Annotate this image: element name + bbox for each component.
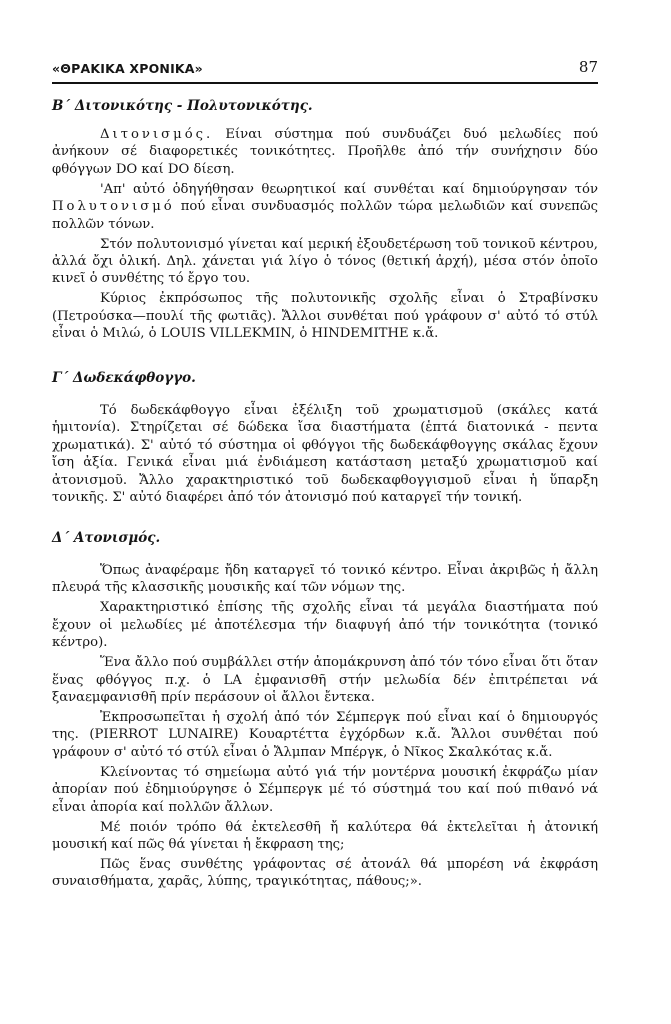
section-body-d — [52, 562, 598, 893]
running-header — [52, 58, 598, 84]
section-body-b — [52, 126, 598, 345]
term-ditonismos: Διτονισμός. — [100, 127, 214, 142]
section-heading-d: Δ΄ Ατονισμός. — [52, 530, 161, 546]
paragraph: Μέ ποιόν τρόπο θά ἐκτελεσθῆ ἤ καλύτερα θά ἐκτελεῖται ἡ ἀτονική μουσική καί πῶς θά γίνεται ἡ ἔκφραση της; — [52, 819, 598, 853]
paragraph: Πῶς ἕνας συνθέτης γράφοντας σέ ἀτονάλ θά μπορέση νά ἐκφράση συναισθήματα, χαρᾶς, λύπης, τραγικότητας, πάθους;». — [52, 857, 598, 890]
page-number: 87 — [578, 58, 598, 76]
paragraph: Τό δωδεκάφθογγο εἶναι ἐξέλιξη τοῦ χρωματισμοῦ (σκάλες κατά ἡμιτονία). Στηρίζεται σέ δώδεκα ἴσα διαστήματα (ἑπτά διατονικά - πεντα χρωματικά). Σ' αὐτό τό σύστημα οἱ φθόγγοι τῆς δωδεκάφθογγης σκάλας ἔχουν ἴση ἀξία. Γενικά εἶναι μιά ἐνδιάμεση κατάσταση μεταξύ χρωματισμοῦ καί ἀτονισμοῦ. Ἄλλο χαρακτηριστικό τοῦ δωδεκαφθογγισμοῦ εἶναι ἡ ὕπαρξη τονικῆς. Σ' αὐτό διαφέρει ἀπό τόν ἀτονισμό πού καταργεῖ τήν τονική. — [52, 403, 598, 506]
paragraph: 'Απ' αὐτό ὁδηγήθησαν θεωρητικοί καί συνθέται καί δημιούργησαν τόν Πολυτονισμό πού εἶναι συνδυασμός πολλῶν τώρα μελωδιῶν καί συνεπῶς πολλῶν τόνων. — [52, 181, 598, 232]
section-body-c — [52, 402, 598, 509]
paragraph: Κύριος ἐκπρόσωπος τῆς πολυτονικῆς σχολῆς εἶναι ὁ Στραβίνσκυ (Πετρούσκα—πουλί τῆς φωτιᾶς). Ἄλλοι συνθέται πού γράφουν σ' αὐτό τό στύλ εἶναι ὁ Μιλώ, ὁ LOUIS VILLEKMIN, ὁ HINDEMITHE κ.ἄ. — [52, 291, 598, 342]
paragraph: Ἕνα ἄλλο πού συμβάλλει στήν ἀπομάκρυνση ἀπό τόν τόνο εἶναι ὅτι ὅταν ἕνας φθόγγος π.χ. ὁ LA ἐμφανισθῆ στήν μελωδία δέν ἐπιτρέπεται νά ξαναεμφανισθῆ πρίν περάσουν οἱ ἄλλοι ἔντεκα. — [52, 655, 598, 706]
running-title: «ΘΡΑΚΙΚΑ ΧΡΟΝΙΚΑ» — [52, 61, 203, 76]
paragraph: Διτονισμός. Είναι σύστημα πού συνδυάζει δυό μελωδίες πού ἀνήκουν σέ διαφορετικές τονικότητες. Προῆλθε ἀπό τήν συνήχησιν δύο φθόγγων DO καί DO δίεση. — [52, 127, 598, 177]
paragraph: Ὅπως ἀναφέραμε ἤδη καταργεῖ τό τονικό κέντρο. Εἶναι ἀκριβῶς ἡ ἄλλη πλευρά τῆς κλασσικῆς μουσικῆς καί τῶν νόμων της. — [52, 563, 598, 596]
section-heading-b: Β΄ Διτονικότης - Πολυτονικότης. — [52, 98, 313, 114]
paragraph: Κλείνοντας τό σημείωμα αὐτό γιά τήν μοντέρνα μουσική ἐκφράζω μίαν ἀπορίαν πού ἐδημιούργησε ὁ Σέμπεργκ μέ τό σύστημά του καί πού πιθανό νά εἶναι ἀπορία καί πολλῶν ἄλλων. — [52, 764, 598, 815]
section-heading-c: Γ΄ Δωδεκάφθογγο. — [52, 370, 196, 386]
term-polytonismos: Πολυτονισμό — [52, 199, 175, 215]
paragraph: Ἐκπροσωπεῖται ἡ σχολή ἀπό τόν Σέμπεργκ πού εἶναι καί ὁ δημιουργός της. (PIERROT LUNAIRE) Κουαρτέττα ἐγχόρδων κ.ἄ. Ἄλλοι συνθέται πού γράφουν σ' αὐτό τό στύλ εἶναι ὁ Ἄλμπαν Μπέργκ, ὁ Νῖκος Σκαλκότας κ.ἄ. — [52, 710, 598, 760]
paragraph: Στόν πολυτονισμό γίνεται καί μερική ἐξουδετέρωση τοῦ τονικοῦ κέντρου, ἀλλά ὄχι ὁλική. Δηλ. χάνεται γιά λίγο ὁ τόνος (θετική ἀρχή), μέσα στόν ὁποῖο κινεῖ ὁ συνθέτης τό ἔργο του. — [52, 236, 598, 287]
paragraph: Χαρακτηριστικό ἐπίσης τῆς σχολῆς εἶναι τά μεγάλα διαστήματα πού ἔχουν οἱ μελωδίες μέ ἀποτέλεσμα τήν διαφυγή ἀπό τήν τονικότητα (τονικό κέντρο). — [52, 600, 598, 651]
